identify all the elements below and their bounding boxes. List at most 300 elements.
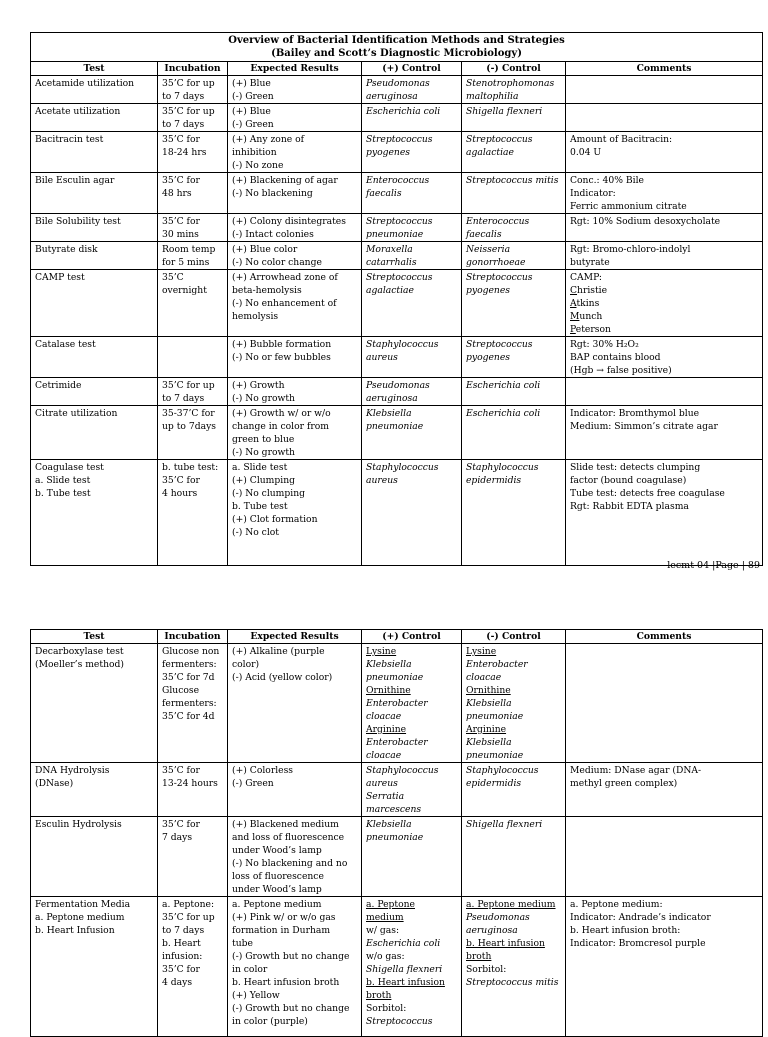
cell-line: broth (466, 951, 492, 962)
header-positive-control: (+) Control (362, 62, 462, 76)
cell-line: Enterococcus (366, 175, 430, 186)
cell-line: (-) Green (232, 119, 274, 130)
cell-line: pneumoniae (466, 750, 524, 761)
cell-line: Ornithine (466, 685, 511, 696)
expected-results-cell (228, 76, 362, 104)
incubation-cell (158, 270, 228, 337)
negative-control-cell (462, 104, 566, 132)
cell-line: methyl green complex) (570, 778, 678, 789)
cell-line: Cetrimide (35, 380, 82, 391)
cell-line: Streptococcus (466, 272, 533, 283)
cell-line: (-) No or few bubbles (232, 352, 331, 363)
comments-cell (566, 817, 763, 897)
cell-line: (-) No zone (232, 160, 284, 171)
expected-results-cell (228, 763, 362, 817)
comments-cell (566, 214, 763, 242)
cell-line: Sorbitol: (366, 1003, 407, 1014)
test-cell (31, 406, 158, 460)
cell-line: 35’C for up (162, 912, 215, 923)
cell-line: Staphylococcus (366, 339, 439, 350)
cell-line: DNA Hydrolysis (35, 765, 110, 776)
cell-line: a. Peptone: (162, 899, 215, 910)
header-positive-control: (+) Control (362, 630, 462, 644)
cell-line: (+) Blue color (232, 244, 298, 255)
cell-line: broth (366, 990, 392, 1001)
cell-line: for 5 mins (162, 257, 210, 268)
test-cell (31, 242, 158, 270)
cell-line: (+) Growth w/ or w/o (232, 408, 331, 419)
cell-line: up to 7days (162, 421, 216, 432)
comments-cell (566, 242, 763, 270)
cell-line: Munch (570, 311, 603, 322)
table-row (31, 897, 763, 1037)
cell-line: cloacae (366, 711, 402, 722)
cell-line: Serratia (366, 791, 405, 802)
cell-line: gonorrhoeae (466, 257, 526, 268)
cell-line: 0.04 U (570, 147, 602, 158)
test-cell (31, 644, 158, 763)
cell-line: epidermidis (466, 475, 522, 486)
cell-line: Enterobacter (466, 659, 528, 670)
negative-control-cell (462, 644, 566, 763)
cell-line: Streptococcus (466, 339, 533, 350)
cell-line: Arginine (466, 724, 507, 735)
cell-line: Rgt: 10% Sodium desoxycholate (570, 216, 721, 227)
header-negative-control: (-) Control (462, 62, 566, 76)
cell-line: Moraxella (366, 244, 413, 255)
cell-line: Lysine (366, 646, 397, 657)
title-line-1: Overview of Bacterial Identification Methods and Strategies (228, 35, 565, 46)
cell-line: a. Slide test (232, 462, 288, 473)
cell-line: Medium: Simmon’s citrate agar (570, 421, 718, 432)
cell-line: Ornithine (366, 685, 411, 696)
cell-line: Acetate utilization (35, 106, 121, 117)
header-expected-results: Expected Results (228, 630, 362, 644)
positive-control-cell (362, 270, 462, 337)
cell-line: agalactiae (466, 147, 514, 158)
cell-line: a. Slide test (35, 475, 91, 486)
cell-line: Bile Solubility test (35, 216, 121, 227)
table-row (31, 406, 763, 460)
cell-line: Pseudomonas (366, 380, 430, 391)
cell-line: Staphylococcus (366, 462, 439, 473)
cell-line: Indicator: Bromcresol purple (570, 938, 706, 949)
negative-control-cell (462, 214, 566, 242)
cell-line: Indicator: Bromthymol blue (570, 408, 700, 419)
positive-control-cell (362, 337, 462, 378)
title-line-2: (Bailey and Scott’s Diagnostic Microbiology) (271, 48, 522, 59)
expected-results-cell (228, 337, 362, 378)
cell-line: (-) No clot (232, 527, 279, 538)
cell-line: in color (purple) (232, 1016, 308, 1027)
expected-results-cell (228, 897, 362, 1037)
cell-line: Streptococcus (366, 216, 433, 227)
cell-line: cloacae (366, 750, 402, 761)
cell-line: to 7 days (162, 925, 205, 936)
test-cell (31, 763, 158, 817)
negative-control-cell (462, 763, 566, 817)
cell-line: (-) No blackening and no (232, 858, 348, 869)
table-row (31, 378, 763, 406)
cell-line: Escherichia coli (466, 408, 541, 419)
header-row (31, 62, 763, 76)
expected-results-cell (228, 817, 362, 897)
comments-cell (566, 104, 763, 132)
negative-control-cell (462, 817, 566, 897)
cell-line: (+) Bubble formation (232, 339, 332, 350)
cell-line: to 7 days (162, 119, 205, 130)
test-cell (31, 897, 158, 1037)
cell-line: Enterococcus (466, 216, 530, 227)
cell-line: (Moeller’s method) (35, 659, 124, 670)
positive-control-cell (362, 763, 462, 817)
header-incubation: Incubation (158, 62, 228, 76)
cell-line: Klebsiella (366, 408, 412, 419)
cell-line: (+) Blackened medium (232, 819, 339, 830)
negative-control-cell (462, 242, 566, 270)
cell-line: b. Tube test (232, 501, 288, 512)
cell-line: Streptococcus (366, 134, 433, 145)
cell-line: formation in Durham (232, 925, 331, 936)
test-cell (31, 337, 158, 378)
cell-line: Slide test: detects clumping (570, 462, 701, 473)
cell-line: Tube test: detects free coagulase (570, 488, 725, 499)
expected-results-cell (228, 242, 362, 270)
cell-line: Peterson (570, 324, 611, 335)
expected-results-cell (228, 406, 362, 460)
positive-control-cell (362, 76, 462, 104)
table-row (31, 173, 763, 214)
cell-line: catarrhalis (366, 257, 417, 268)
cell-line: 35’C for (162, 216, 200, 227)
positive-control-cell (362, 173, 462, 214)
cell-line: Rgt: 30% H₂O₂ (570, 339, 639, 350)
cell-line: Glucose non (162, 646, 220, 657)
comments-cell (566, 337, 763, 378)
positive-control-cell (362, 132, 462, 173)
table-title (31, 33, 763, 62)
cell-line: Rgt: Bromo-chloro-indolyl (570, 244, 691, 255)
comments-cell (566, 132, 763, 173)
header-row (31, 630, 763, 644)
cell-line: Klebsiella (366, 819, 412, 830)
cell-line: Bacitracin test (35, 134, 104, 145)
table-row (31, 763, 763, 817)
cell-line: Staphylococcus (466, 462, 539, 473)
expected-results-cell (228, 104, 362, 132)
table-row (31, 270, 763, 337)
expected-results-cell (228, 460, 362, 566)
cell-line: Streptococcus (466, 134, 533, 145)
expected-results-cell (228, 132, 362, 173)
cell-line: infusion: (162, 951, 203, 962)
cell-line: Streptococcus (366, 272, 433, 283)
cell-line: Escherichia coli (366, 106, 441, 117)
cell-line: b. Heart infusion (466, 938, 545, 949)
cell-line: Klebsiella (466, 737, 512, 748)
cell-line: hemolysis (232, 311, 279, 322)
cell-line: (-) Acid (yellow color) (232, 672, 333, 683)
cell-line: fermenters: (162, 659, 217, 670)
incubation-cell (158, 763, 228, 817)
incubation-cell (158, 406, 228, 460)
test-cell (31, 378, 158, 406)
cell-line: w/ gas: (366, 925, 400, 936)
cell-line: Pseudomonas (466, 912, 530, 923)
cell-line: Lysine (466, 646, 497, 657)
cell-line: faecalis (466, 229, 502, 240)
cell-line: Indicator: Andrade’s indicator (570, 912, 711, 923)
cell-line: 35’C for 4d (162, 711, 215, 722)
cell-line: b. Tube test (35, 488, 91, 499)
comments-cell (566, 460, 763, 566)
cell-line: color) (232, 659, 260, 670)
cell-line: CAMP: (570, 272, 603, 283)
cell-line: Shigella flexneri (466, 819, 543, 830)
cell-line: 13-24 hours (162, 778, 218, 789)
cell-line: (+) Yellow (232, 990, 280, 1001)
cell-line: Esculin Hydrolysis (35, 819, 122, 830)
cell-line: (-) No growth (232, 447, 295, 458)
comments-cell (566, 644, 763, 763)
test-cell (31, 76, 158, 104)
page-footer: lecmt 04 |Page | 89 (667, 560, 760, 571)
cell-line: medium (366, 912, 404, 923)
cell-line: Escherichia coli (466, 380, 541, 391)
incubation-cell (158, 76, 228, 104)
cell-line: (-) Intact colonies (232, 229, 314, 240)
identification-table-part1 (30, 32, 763, 566)
cell-line: (+) Arrowhead zone of (232, 272, 338, 283)
cell-line: Coagulase test (35, 462, 104, 473)
cell-line: Enterobacter (366, 737, 428, 748)
cell-line: (+) Colony disintegrates (232, 216, 346, 227)
positive-control-cell (362, 104, 462, 132)
negative-control-cell (462, 337, 566, 378)
cell-line: (-) No growth (232, 393, 295, 404)
cell-line: a. Peptone (366, 899, 415, 910)
cell-line: b. Heart infusion broth (232, 977, 340, 988)
cell-line: Medium: DNase agar (DNA- (570, 765, 702, 776)
cell-line: 35-37’C for (162, 408, 215, 419)
table-row (31, 337, 763, 378)
cell-line: Catalase test (35, 339, 96, 350)
cell-line: (+) Any zone of (232, 134, 305, 145)
cell-line: loss of fluorescence (232, 871, 324, 882)
cell-line: Fermentation Media (35, 899, 131, 910)
negative-control-cell (462, 76, 566, 104)
cell-line: Shigella flexneri (466, 106, 543, 117)
cell-line: beta-hemolysis (232, 285, 302, 296)
cell-line: agalactiae (366, 285, 414, 296)
cell-line: 35’C for (162, 175, 200, 186)
incubation-cell (158, 242, 228, 270)
cell-line: pneumoniae (366, 832, 424, 843)
cell-line: cloacae (466, 672, 502, 683)
table-row (31, 644, 763, 763)
cell-line: (+) Growth (232, 380, 285, 391)
cell-line: b. Heart infusion (366, 977, 445, 988)
cell-line: epidermidis (466, 778, 522, 789)
incubation-cell (158, 460, 228, 566)
table-row (31, 242, 763, 270)
cell-line: Staphylococcus (366, 765, 439, 776)
incubation-cell (158, 378, 228, 406)
cell-line: a. Peptone medium (466, 899, 556, 910)
expected-results-cell (228, 214, 362, 242)
cell-line: Christie (570, 285, 608, 296)
cell-line: pneumoniae (366, 421, 424, 432)
cell-line: Conc.: 40% Bile (570, 175, 644, 186)
cell-line: Enterobacter (366, 698, 428, 709)
cell-line: Streptococcus mitis (466, 175, 559, 186)
cell-line: faecalis (366, 188, 402, 199)
table-row (31, 104, 763, 132)
cell-line: 4 days (162, 977, 193, 988)
cell-line: and loss of fluorescence (232, 832, 345, 843)
incubation-cell (158, 132, 228, 173)
cell-line: (+) Clumping (232, 475, 296, 486)
cell-line: 4 hours (162, 488, 198, 499)
comments-cell (566, 173, 763, 214)
comments-cell (566, 378, 763, 406)
positive-control-cell (362, 460, 462, 566)
cell-line: butyrate (570, 257, 610, 268)
cell-line: pyogenes (366, 147, 410, 158)
cell-line: (+) Colorless (232, 765, 294, 776)
test-cell (31, 460, 158, 566)
identification-table-part2 (30, 629, 763, 1037)
cell-line: Stenotrophomonas (466, 78, 555, 89)
cell-line: pneumoniae (466, 711, 524, 722)
cell-line: (-) Green (232, 778, 274, 789)
table-row (31, 817, 763, 897)
table-row (31, 132, 763, 173)
cell-line: pyogenes (466, 352, 510, 363)
test-cell (31, 270, 158, 337)
cell-line: Citrate utilization (35, 408, 118, 419)
cell-line: (-) Green (232, 91, 274, 102)
test-cell (31, 173, 158, 214)
negative-control-cell (462, 897, 566, 1037)
comments-cell (566, 406, 763, 460)
header-incubation: Incubation (158, 630, 228, 644)
cell-line: aeruginosa (366, 393, 418, 404)
cell-line: 35’C (162, 272, 184, 283)
cell-line: marcescens (366, 804, 422, 815)
comments-cell (566, 897, 763, 1037)
cell-line: (Hgb → false positive) (570, 365, 672, 376)
test-cell (31, 817, 158, 897)
positive-control-cell (362, 897, 462, 1037)
cell-line: a. Peptone medium (232, 899, 322, 910)
cell-line: to 7 days (162, 393, 205, 404)
cell-line: 35’C for (162, 134, 200, 145)
negative-control-cell (462, 460, 566, 566)
cell-line: Neisseria (466, 244, 511, 255)
cell-line: under Wood’s lamp (232, 845, 322, 856)
cell-line: CAMP test (35, 272, 85, 283)
cell-line: pneumoniae (366, 672, 424, 683)
cell-line: BAP contains blood (570, 352, 661, 363)
cell-line: (+) Blue (232, 78, 271, 89)
positive-control-cell (362, 378, 462, 406)
cell-line: change in color from (232, 421, 329, 432)
cell-line: aureus (366, 475, 398, 486)
cell-line: Butyrate disk (35, 244, 98, 255)
cell-line: Room temp (162, 244, 216, 255)
cell-line: Sorbitol: (466, 964, 507, 975)
cell-line: Shigella flexneri (366, 964, 443, 975)
cell-line: 35’C for 7d (162, 672, 215, 683)
cell-line: 35’C for (162, 819, 200, 830)
cell-line: 35’C for (162, 964, 200, 975)
cell-line: (-) No color change (232, 257, 322, 268)
expected-results-cell (228, 644, 362, 763)
cell-line: Ferric ammonium citrate (570, 201, 687, 212)
cell-line: (+) Pink w/ or w/o gas (232, 912, 336, 923)
cell-line: factor (bound coagulase) (570, 475, 687, 486)
incubation-cell (158, 644, 228, 763)
cell-line: tube (232, 938, 253, 949)
negative-control-cell (462, 270, 566, 337)
test-cell (31, 214, 158, 242)
cell-line: Streptococcus (366, 1016, 433, 1027)
cell-line: (-) No enhancement of (232, 298, 337, 309)
test-cell (31, 104, 158, 132)
cell-line: Acetamide utilization (35, 78, 135, 89)
header-expected-results: Expected Results (228, 62, 362, 76)
comments-cell (566, 763, 763, 817)
cell-line: Streptococcus mitis (466, 977, 559, 988)
cell-line: Indicator: (570, 188, 616, 199)
negative-control-cell (462, 132, 566, 173)
cell-line: Bile Esculin agar (35, 175, 115, 186)
cell-line: fermenters: (162, 698, 217, 709)
cell-line: Amount of Bacitracin: (570, 134, 673, 145)
table-row (31, 76, 763, 104)
cell-line: 35’C for (162, 765, 200, 776)
cell-line: under Wood’s lamp (232, 884, 322, 895)
cell-line: a. Peptone medium: (570, 899, 663, 910)
comments-cell (566, 270, 763, 337)
cell-line: 35’C for up (162, 78, 215, 89)
test-cell (31, 132, 158, 173)
negative-control-cell (462, 173, 566, 214)
cell-line: pneumoniae (366, 229, 424, 240)
expected-results-cell (228, 173, 362, 214)
cell-line: b. Heart Infusion (35, 925, 115, 936)
positive-control-cell (362, 644, 462, 763)
cell-line: Arginine (366, 724, 407, 735)
cell-line: 30 mins (162, 229, 199, 240)
cell-line: (-) No clumping (232, 488, 306, 499)
cell-line: 35’C for up (162, 106, 215, 117)
cell-line: b. Heart infusion broth: (570, 925, 681, 936)
header-test: Test (31, 62, 158, 76)
cell-line: aureus (366, 352, 398, 363)
cell-line: green to blue (232, 434, 295, 445)
expected-results-cell (228, 270, 362, 337)
incubation-cell (158, 104, 228, 132)
cell-line: w/o gas: (366, 951, 405, 962)
cell-line: Glucose (162, 685, 200, 696)
negative-control-cell (462, 378, 566, 406)
cell-line: (-) Growth but no change (232, 1003, 350, 1014)
cell-line: to 7 days (162, 91, 205, 102)
positive-control-cell (362, 214, 462, 242)
cell-line: Staphylococcus (466, 765, 539, 776)
